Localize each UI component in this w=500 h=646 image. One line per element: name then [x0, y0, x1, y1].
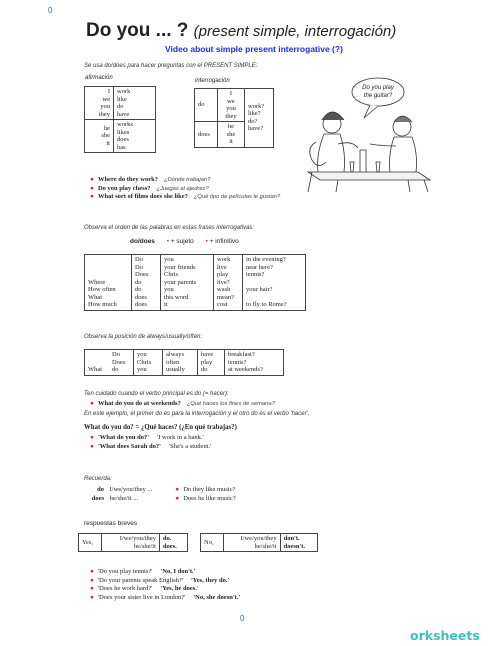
- list-item: ● Do you play chess? ¿Juegas al ajedrez?: [90, 184, 209, 192]
- aux-column: Do Does do: [109, 350, 134, 376]
- subject-column: you your friends Chris your parents you this word it: [161, 255, 214, 311]
- list-item: ● 'What does Sarah do?' 'She's a student.': [90, 442, 212, 450]
- dialogue: [90, 434, 211, 451]
- page-title: [86, 20, 396, 42]
- subject-cell: I/we/you/they he/she/it: [224, 534, 281, 552]
- page-number-top: 0: [48, 6, 53, 15]
- adverb-column: always often usually: [163, 350, 198, 376]
- intro-text: Se usa do/does para hacer preguntas con el PRESENT SIMPLE:: [84, 63, 258, 69]
- table-row: [85, 255, 306, 311]
- short-answers-label: respuestas breves: [84, 520, 138, 527]
- table-row: [79, 534, 188, 552]
- answer-word: No,: [201, 534, 224, 552]
- order-header: do/does • + sujeto • + infinitivo: [130, 238, 239, 245]
- subject-cell: I/we/you/they he/she/it: [102, 534, 160, 552]
- table-row: [85, 120, 156, 153]
- list-item: do I/we/you/they ... ● Do they like music?: [97, 486, 236, 493]
- examples-3: [90, 568, 240, 602]
- title-main: Do you ... ?: [86, 20, 189, 41]
- interrogacion-table: [194, 88, 274, 148]
- watermark-logo: orksheets: [410, 628, 480, 643]
- list-item: ● What sort of films does she like? ¿Qué tipo de películas le gustan?: [90, 193, 281, 200]
- table-row: [201, 534, 318, 552]
- couple-illustration: [298, 72, 438, 194]
- aux-cell: don't. doesn't.: [283, 535, 306, 550]
- rest-column: in the evening? near here? tennis? your hair? to fly to Rome?: [246, 256, 287, 308]
- afirmacion-table: [84, 86, 156, 153]
- aux-column: Do Do Does do do does does: [132, 255, 161, 311]
- verb-cell: work? like? do? have?: [245, 89, 274, 148]
- qword-column: Where How often What How much: [88, 278, 117, 308]
- position-table: [84, 349, 284, 376]
- list-item: ● 'What do you do?' 'I work in a bank.': [90, 434, 204, 441]
- list-item: does he/she/it ... ● Does he like music?: [91, 494, 236, 502]
- table-row: [195, 89, 274, 122]
- aux-cell: does: [195, 122, 218, 148]
- subject-cell: he she it: [218, 122, 245, 148]
- table-row: [85, 87, 156, 120]
- qword-column: What: [88, 366, 103, 373]
- order-note: Observa el orden de las palabras en estas frases interrogativas:: [84, 225, 255, 231]
- afirmacion-label: afirmación: [85, 75, 113, 81]
- list-item: ● Where do they work? ¿Dónde trabajan?: [90, 176, 211, 183]
- subject-column: you Chris you: [134, 350, 163, 376]
- recuerda-label: Recuerda:: [84, 476, 112, 482]
- list-item: ● 'Does your sister live in London?' 'No, she doesn't.': [90, 593, 241, 601]
- title-sub: (present simple, interrogación): [193, 23, 397, 40]
- explanation: En este ejemplo, el primer do es para la interrogación y el otro do es el verbo 'hacer'.: [84, 411, 310, 417]
- list-item: ● What do you do at weekends? ¿Qué haces los fines de semana?: [90, 400, 275, 407]
- table-row: [85, 350, 284, 376]
- subject-cell: I we you they: [218, 89, 245, 122]
- short-answers-yes: [78, 533, 188, 552]
- rest-column: breakfast? tennis? at weekends?: [228, 351, 263, 373]
- short-answers-no: [200, 533, 318, 552]
- examples-2: [90, 400, 275, 409]
- speech-bubble-line-2: the guitar?: [363, 93, 393, 99]
- verb-column: work live play live? wash mean? cost: [214, 255, 243, 311]
- examples-1: [90, 176, 280, 202]
- verb-cell: work like do have: [114, 87, 156, 120]
- list-item: ● 'Does he work hard?' 'Yes, he does.': [90, 585, 199, 592]
- order-table: [84, 254, 306, 311]
- speech-bubble-line-1: Do you play: [362, 85, 394, 91]
- position-note: Observa la posición de always/usually/often:: [84, 334, 203, 340]
- aux-cell: do: [195, 89, 218, 122]
- page-number-bottom: 0: [240, 614, 245, 623]
- subject-cell: he she it: [85, 120, 114, 153]
- verb-cell: works likes does has: [114, 120, 156, 153]
- video-link[interactable]: Video about simple present interrogative (?): [165, 44, 343, 54]
- list-item: ● 'Do your parents speak English?' 'Yes, they do.': [90, 576, 230, 584]
- aux-cell: do. does.: [162, 535, 177, 550]
- recuerda-box: [88, 486, 236, 503]
- verb-column: have play do: [198, 350, 225, 376]
- interrogacion-label: interrogación: [195, 78, 230, 84]
- answer-word: Yes,: [79, 534, 102, 552]
- list-item: ● 'Do you play tennis?' 'No, I don't.': [90, 568, 196, 575]
- what-do-heading: What do you do? = ¿Qué haces? (¿En qué trabajas?): [84, 424, 237, 431]
- main-verb-note: Ten cuidado cuando el verbo principal es do (= hacer):: [84, 391, 229, 397]
- subject-cell: I we you they: [85, 87, 114, 120]
